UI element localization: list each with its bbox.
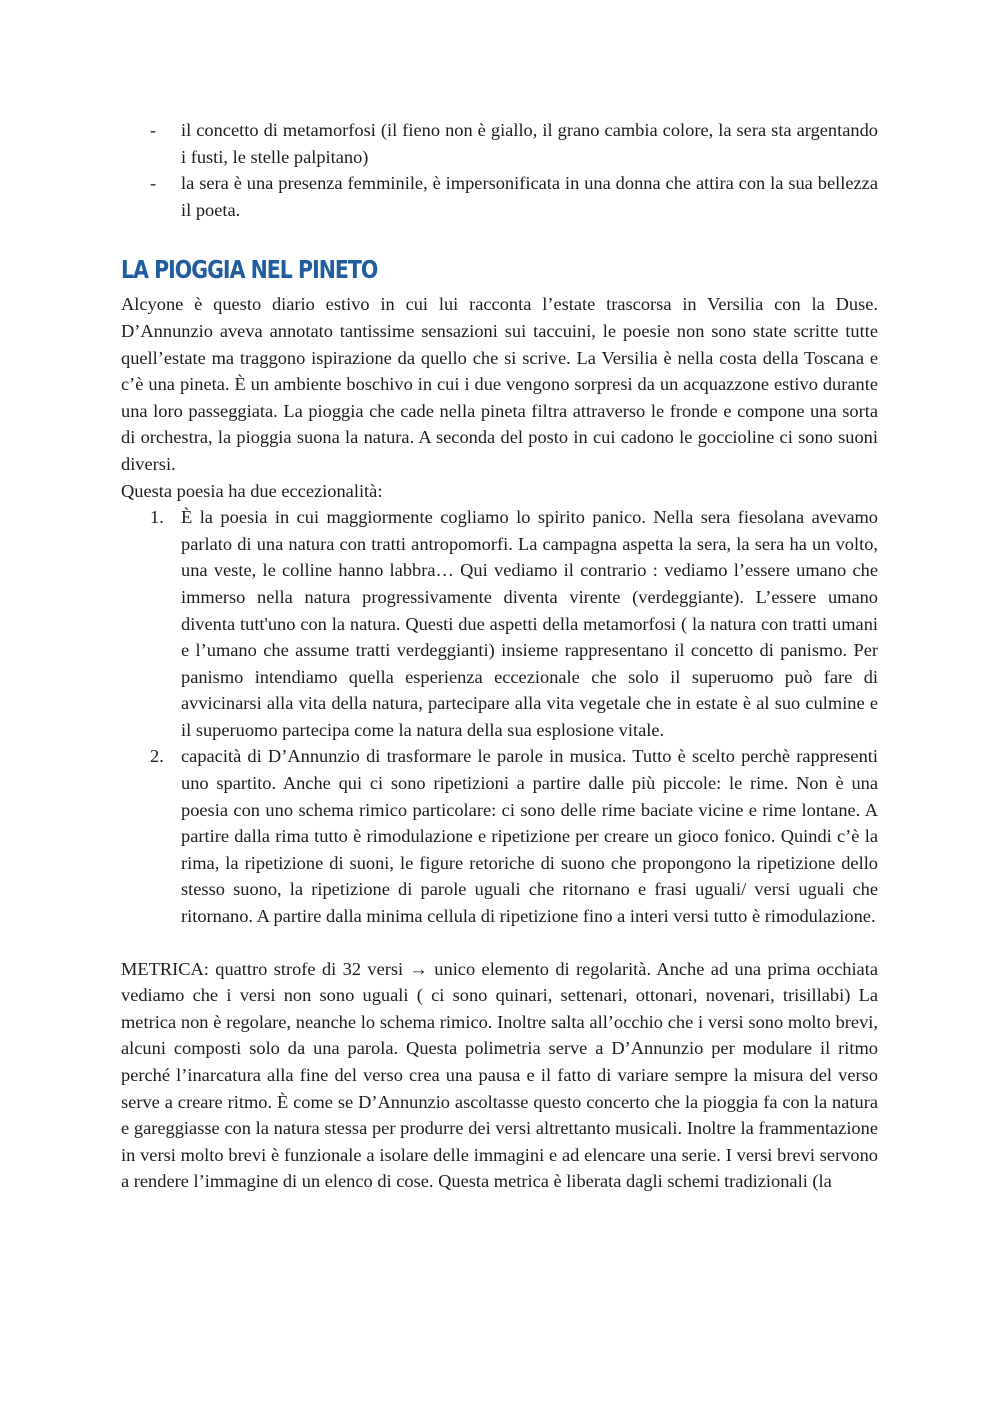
numbered-item <box>121 743 878 929</box>
bullet-text: la sera è una presenza femminile, è impersonificata in una donna che attira con la sua bellezza il poeta. <box>181 173 878 220</box>
paragraph-spacer <box>121 930 878 956</box>
numbered-list <box>121 504 878 930</box>
bullet-marker: - <box>150 173 157 194</box>
item-number: 1. <box>150 507 164 528</box>
bullet-item <box>121 170 878 223</box>
item-text: capacità di D’Annunzio di trasformare le parole in musica. Tutto è scelto perchè rappresenti uno spartito. Anche qui ci sono ripetizioni a partire dalle più piccole: le rime. Non è una poesia con uno schema rimico particolare: ci sono delle rime baciate vicine e rime lontane. A partire dalla rima tutto è rimodulazione e ripetizione per creare un gioco fonico. Quindi c’è la rima, la ripetizione di suoni, le figure retoriche di suono che propongono la ripetizione dello stesso suono, la ripetizione di parole uguali che ritornano e frasi uguali/ versi uguali che ritornano. A partire dalla minima cellula di ripetizione fino a interi versi tutto è rimodulazione. <box>181 746 878 927</box>
list-intro: Questa poesia ha due eccezionalità: <box>121 480 383 501</box>
section-heading: LA PIOGGIA NEL PINETO <box>121 255 378 285</box>
intro-paragraph: Alcyone è questo diario estivo in cui lui racconta l’estate trascorsa in Versilia con la Duse. D’Annunzio aveva annotato tantissime sensazioni sui taccuini, le poesie non sono state scritte tutte quell’estate ma traggono ispirazione da quello che si scrive. La Versilia è nella costa della Toscana e c’è una pineta. È un ambiente boschivo in cui i due vengono sorpresi da un acquazzone estivo durante una loro passeggiata. La pioggia che cade nella pineta filtra attraverso le fronde e compone una sorta di orchestra, la pioggia suona la natura. A seconda del posto in cui cadono le goccioline ci sono suoni diversi. <box>121 294 878 474</box>
document-page <box>121 117 878 1195</box>
item-number: 2. <box>150 746 164 767</box>
item-text: È la poesia in cui maggiormente cogliamo lo spirito panico. Nella sera fiesolana avevamo parlato di una natura con tratti antropomorfi. La campagna aspetta la sera, la sera ha un volto, una veste, le colline hanno labbra… Qui vediamo il contrario : vediamo l’essere umano che immerso nella natura progressivamente diventa virente (verdeggiante). L’essere umano diventa tutt'uno con la natura. Questi due aspetti della metamorfosi ( la natura con tratti umani e l’umano che assume tratti verdeggianti) insieme rappresentano il concetto di panismo. Per panismo intendiamo quella esperienza eccezionale che solo il superuomo può fare di avvicinarsi alla vita della natura, partecipare alla vita vegetale che in estate è al suo culmine e il superuomo partecipa come la natura della sua esplosione vitale. <box>181 507 878 740</box>
numbered-item <box>121 504 878 743</box>
bullet-list <box>121 117 878 223</box>
metrica-paragraph: METRICA: quattro strofe di 32 versi → unico elemento di regolarità. Anche ad una prima occhiata vediamo che i versi non sono uguali ( ci sono quinari, settenari, ottonari, novenari, trisillabi) La metrica non è regolare, neanche lo schema rimico. Inoltre salta all’occhio che i versi sono molto brevi, alcuni composti solo da una parola. Questa polimetria serve a D’Annunzio per modulare il ritmo perché l’inarcatura alla fine del verso crea una pausa e il fatto di variare sempre la misura del verso serve a creare ritmo. È come se D’Annunzio ascoltasse questo concerto che la pioggia fa con la natura e gareggiasse con la natura stessa per produrre dei versi altrettanto musicali. Inoltre la frammentazione in versi molto brevi è funzionale a isolare delle immagini e ad elencare una serie. I versi brevi servono a rendere l’immagine di un elenco di cose. Questa metrica è liberata dagli schemi tradizionali (la <box>121 958 878 1192</box>
bullet-marker: - <box>150 120 157 140</box>
bullet-text: il concetto di metamorfosi (il fieno non è giallo, il grano cambia colore, la sera sta argentando i fusti, le stelle palpitano) <box>181 120 878 167</box>
bullet-item <box>121 117 878 170</box>
